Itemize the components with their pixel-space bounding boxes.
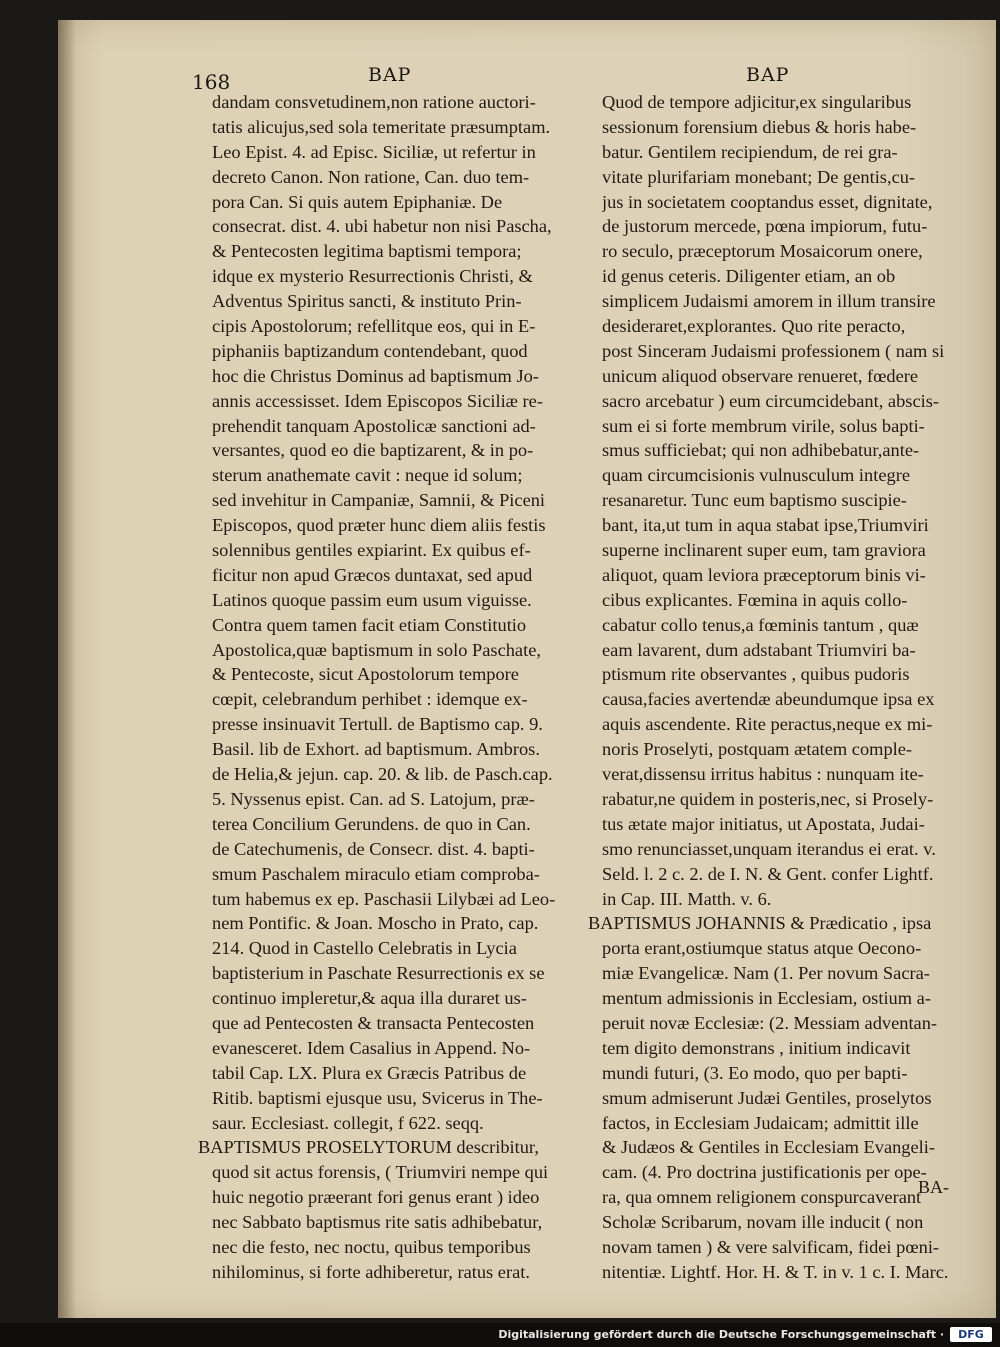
text-line: sed invehitur in Campaniæ, Samnii, & Piceni	[212, 490, 546, 511]
text-line: smum admiserunt Judæi Gentiles, proselytos	[602, 1087, 932, 1108]
text-line: evanesceret. Idem Casalius in Append. No-	[212, 1037, 531, 1058]
text-line: hoc die Christus Dominus ad baptismum Jo-	[212, 365, 539, 386]
text-line: smum Paschalem miraculo etiam comproba-	[212, 863, 540, 884]
text-line: superne inclinarent super eum, tam graviora	[602, 540, 926, 561]
text-line: tum habemus ex ep. Paschasii Lilybæi ad Leo-	[212, 888, 556, 909]
text-line: presse insinuavit Tertull. de Baptismo cap. 9.	[212, 714, 543, 735]
text-line: baptisterium in Paschate Resurrectionis ex se	[212, 963, 545, 984]
text-line: cabatur collo tenus,a fœminis tantum , quæ	[602, 614, 919, 635]
dfg-logo-icon[interactable]: DFG	[950, 1327, 992, 1342]
text-line: Episcopos, quod præter hunc diem aliis festis	[212, 515, 546, 536]
text-line: 5. Nyssenus epist. Can. ad S. Latojum, præ-	[212, 788, 535, 809]
text-line: resanaretur. Tunc eum baptismo suscipie-	[602, 490, 907, 511]
text-line: tabil Cap. LX. Plura ex Græcis Patribus de	[212, 1062, 527, 1083]
text-line: quam circumcisionis vulnusculum integre	[602, 465, 910, 486]
text-line: BAPTISMUS PROSELYTORUM describitur,	[198, 1137, 539, 1158]
text-line: & Pentecosten legitima baptismi tempora;	[212, 241, 522, 262]
running-head-right: BAP	[746, 64, 790, 86]
text-line: nem Pontific. & Joan. Moscho in Prato, cap.	[212, 913, 539, 934]
text-line: aliquot, quam leviora præceptorum binis vi-	[602, 564, 926, 585]
text-line: rabatur,ne quidem in posteris,nec, si Prosely-	[602, 788, 934, 809]
text-line: prehendit tanquam Apostolicæ sanctioni ad-	[212, 415, 536, 436]
text-line: tus ætate major initiatus, ut Apostata, Judai-	[602, 813, 925, 834]
text-line: verat,dissensu irritus habitus : nunquam ite-	[602, 764, 924, 785]
text-line: Ritib. baptismi ejusque usu, Svicerus in The-	[212, 1087, 543, 1108]
gutter-shadow	[58, 20, 76, 1318]
text-line: Latinos quoque passim eum usum viguisse.	[212, 589, 532, 610]
text-line: de Catechumenis, de Consecr. dist. 4. bapti-	[212, 838, 535, 859]
text-line: versantes, quod eo die baptizarent, & in po-	[212, 440, 534, 461]
text-line: sacro arcebatur ) eum circumcidebant, abscis-	[602, 390, 939, 411]
text-line: Apostolica,quæ baptismum in solo Paschate,	[212, 639, 541, 660]
text-line: bant, ita,ut tum in aqua stabat ipse,Triumviri	[602, 515, 929, 536]
text-line: sterum anathemate cavit : neque id solum;	[212, 465, 523, 486]
text-line: jus in societatem cooptandus esset, dignitate,	[602, 191, 933, 212]
text-line: unicum aliquod observare renueret, fœdere	[602, 365, 919, 386]
text-line: & Pentecoste, sicut Apostolorum tempore	[212, 664, 519, 685]
text-line: terea Concilium Gerundens. de quo in Can.	[212, 813, 531, 834]
text-line: de Helia,& jejun. cap. 20. & lib. de Pasch.cap.	[212, 764, 553, 785]
text-line: batur. Gentilem recipiendum, de rei gra-	[602, 141, 898, 162]
text-line: aquis ascendente. Rite peractus,neque ex mi-	[602, 714, 933, 735]
text-line: ro seculo, præceptorum Mosaicorum onere,	[602, 241, 923, 262]
text-line: saur. Ecclesiast. collegit, f 622. seqq.	[212, 1112, 484, 1133]
text-line: tem digito demonstrans , initium indicavit	[602, 1037, 911, 1058]
text-line: cibus explicantes. Fœmina in aquis collo-	[602, 589, 908, 610]
text-line: Adventus Spiritus sancti, & instituto Prin-	[212, 291, 522, 312]
text-line: eam lavarent, dum adstabant Triumviri ba-	[602, 639, 916, 660]
text-line: dandam consvetudinem,non ratione auctori-	[212, 92, 536, 112]
text-line: cipis Apostolorum; refellitque eos, qui in E-	[212, 316, 536, 337]
text-line: novam tamen ) & vere salvificam, fidei pœni-	[602, 1236, 940, 1257]
text-line: smo renunciasset,unquam iterandus ei erat. v.	[602, 838, 936, 859]
text-line: porta erant,ostiumque status atque Oecono-	[602, 938, 922, 959]
text-line: cam. (4. Pro doctrina justificationis per ope-	[602, 1162, 927, 1183]
text-line: Quod de tempore adjicitur,ex singularibus	[602, 92, 912, 112]
text-line: simplicem Judaismi amorem in illum transire	[602, 291, 936, 312]
text-line: nec Sabbato baptismus rite satis adhibebatur,	[212, 1212, 543, 1233]
catchword: BA-	[918, 1177, 949, 1197]
text-line: consecrat. dist. 4. ubi habetur non nisi Pascha,	[212, 216, 552, 237]
text-line: piphaniis baptizandum contendebant, quod	[212, 340, 528, 361]
text-line: ficitur non apud Græcos duntaxat, sed apud	[212, 564, 533, 585]
text-line: vitate plurifariam monebant; De gentis,cu-	[602, 166, 916, 187]
text-line: nec die festo, nec noctu, quibus temporibus	[212, 1236, 531, 1257]
text-line: Seld. l. 2 c. 2. de I. N. & Gent. confer Lightf.	[602, 863, 934, 884]
text-line: 214. Quod in Castello Celebratis in Lycia	[212, 938, 517, 959]
text-line: sessionum forensium diebus & horis habe-	[602, 116, 917, 137]
text-column-right	[588, 90, 954, 1285]
text-line: mundi futuri, (3. Eo modo, quo per bapti-	[602, 1062, 908, 1083]
text-line: peruit novæ Ecclesiæ: (2. Messiam adventan-	[602, 1012, 938, 1033]
digitization-footer	[0, 1323, 1000, 1347]
text-line: ra, qua omnem religionem conspurcaverant	[602, 1187, 922, 1208]
text-line: Contra quem tamen facit etiam Constitutio	[212, 614, 527, 635]
text-line: de justorum mercede, pœna impiorum, futu-	[602, 216, 928, 237]
text-line: sum ei si forte membrum virile, solus bapti-	[602, 415, 925, 436]
text-line: Scholæ Scribarum, novam ille inducit ( non	[602, 1212, 924, 1233]
text-line: tatis alicujus,sed sola temeritate præsumptam.	[212, 116, 551, 137]
text-line: desideraret,explorantes. Quo rite peracto,	[602, 316, 906, 337]
funding-credit: Digitalisierung gefördert durch die Deutsche Forschungsgemeinschaft ·	[498, 1328, 944, 1341]
text-line: idque ex mysterio Resurrectionis Christi, &	[212, 266, 533, 287]
text-line: Basil. lib de Exhort. ad baptismum. Ambros.	[212, 739, 540, 760]
text-line: huic negotio præerant fori genus erant ) ideo	[212, 1187, 540, 1208]
text-line: nihilominus, si forte adhiberetur, ratus erat.	[212, 1261, 530, 1282]
page-number: 168	[192, 70, 231, 94]
text-line: ptismum rite observantes , quibus pudoris	[602, 664, 910, 685]
text-line: continuo impleretur,& aqua illa duraret us-	[212, 988, 527, 1009]
text-line: BAPTISMUS JOHANNIS & Prædicatio , ipsa	[588, 913, 932, 934]
text-line: solennibus gentiles expiarint. Ex quibus ef-	[212, 540, 531, 561]
text-line: que ad Pentecosten & transacta Pentecosten	[212, 1012, 535, 1033]
text-line: smus sufficiebat; qui non adhibebatur,ante-	[602, 440, 920, 461]
text-column-left	[198, 90, 564, 1285]
text-line: post Sinceram Judaismi professionem ( nam si	[602, 340, 945, 361]
text-line: pora Can. Si quis autem Epiphaniæ. De	[212, 191, 503, 212]
text-line: decreto Canon. Non ratione, Can. duo tem-	[212, 166, 530, 187]
text-line: mentum admissionis in Ecclesiam, ostium a-	[602, 988, 931, 1009]
text-line: cœpit, celebrandum perhibet : idemque ex-	[212, 689, 528, 710]
text-line: in Cap. III. Matth. v. 6.	[602, 888, 772, 909]
text-line: & Judæos & Gentiles in Ecclesiam Evangeli-	[602, 1137, 936, 1158]
text-line: factos, in Ecclesiam Judaicam; admittit ille	[602, 1112, 919, 1133]
text-line: causa,facies avertendæ abeundumque ipsa ex	[602, 689, 935, 710]
text-line: annis accessisset. Idem Episcopos Siciliæ re-	[212, 390, 543, 411]
text-line: noris Proselyti, postquam ætatem comple-	[602, 739, 913, 760]
text-line: quod sit actus forensis, ( Triumviri nempe qui	[212, 1162, 549, 1183]
text-line: id genus ceteris. Diligenter etiam, an ob	[602, 266, 896, 287]
text-line: nitentiæ. Lightf. Hor. H. & T. in v. 1 c. I. Marc.	[602, 1261, 949, 1282]
text-line: miæ Evangelicæ. Nam (1. Per novum Sacra-	[602, 963, 930, 984]
running-head-left: BAP	[368, 64, 412, 86]
text-line: Leo Epist. 4. ad Episc. Siciliæ, ut refertur in	[212, 141, 536, 162]
